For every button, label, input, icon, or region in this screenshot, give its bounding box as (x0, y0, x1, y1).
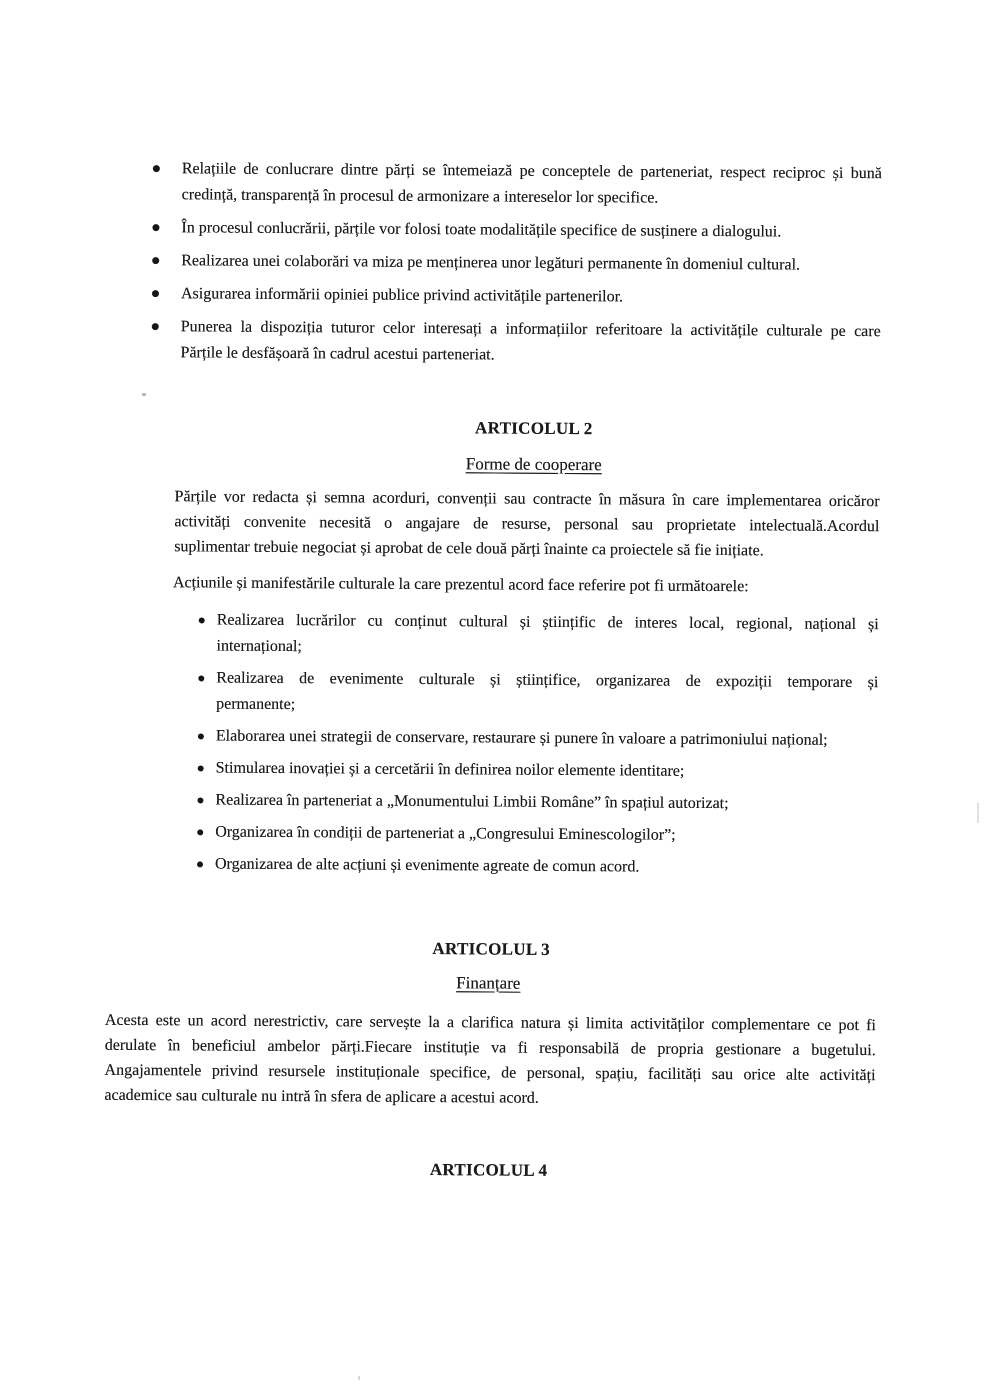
paragraph-line: academice sau culturale nu intră în sfera de aplicare a acestui acord. (104, 1086, 539, 1107)
bullet-text-line: Organizarea în condiții de parteneriat a „Congresului Eminescologilor”; (215, 823, 676, 844)
bullet-text-line: permanente; (216, 695, 296, 714)
scan-speck (358, 1376, 360, 1380)
article2-bullet-list (198, 607, 879, 888)
paragraph-line: Angajamentele privind resursele instituționale specifice, de personal, spațiu, facilități sau orice alte activități (104, 1061, 876, 1085)
bullet-dot-icon (153, 165, 160, 172)
article2-subtitle: Forme de cooperare (465, 454, 602, 475)
bullet-dot-icon (198, 675, 204, 681)
bullet-dot-icon (152, 323, 159, 330)
list-item (151, 248, 881, 279)
bullet-dot-icon (197, 861, 203, 867)
bullet-dot-icon (199, 617, 205, 623)
bullet-dot-icon (198, 733, 204, 739)
bullet-text-line: Realizarea lucrărilor cu conținut cultural și științific de interes local, regional, național și (216, 611, 879, 634)
article3-paragraph (104, 1008, 876, 1113)
bullet-dot-icon (197, 797, 203, 803)
bullet-text-line: Realizarea de evenimente culturale și științifice, organizarea de expoziții temporare și (216, 669, 879, 692)
article2-title: ARTICOLUL 2 (475, 418, 593, 439)
bullet-dot-icon (197, 829, 203, 835)
list-item (151, 281, 881, 312)
list-item (199, 723, 878, 754)
list-item (198, 851, 877, 882)
article3-title: ARTICOLUL 3 (432, 939, 550, 959)
list-item (198, 819, 877, 850)
paragraph-line: derulate în beneficiul ambelor părți.Fiecare instituție va fi responsabilă de propria gestionare a bugetului. (104, 1036, 876, 1060)
bullet-text-line: Relațiile de conlucrare dintre părți se întemeiază pe conceptele de parteneriat, respect reciproc și bună (181, 160, 882, 183)
scan-edge-mark (977, 803, 979, 823)
bullet-text-line: Punerea la dispoziția tuturor celor interesați a informațiilor referitoare la activitățile culturale pe care (180, 318, 881, 341)
paragraph-line: activități convenite necesită o angajare de resurse, personal sau proprietate intelectuală.Acordul (174, 513, 880, 536)
list-item (152, 156, 882, 213)
bullet-dot-icon (152, 224, 159, 231)
scan-speck (142, 393, 146, 396)
bullet-text-line: internațional; (216, 637, 302, 656)
bullet-text-line: Stimularea inovației și a cercetării în definirea noilor elemente identitare; (215, 759, 685, 780)
list-item (199, 665, 878, 722)
list-item (151, 215, 881, 246)
list-item (198, 787, 877, 818)
list-item (199, 607, 878, 664)
list-item (150, 314, 880, 371)
bullet-text-line: Părțile le desfășoară în cadrul acestui parteneriat. (180, 344, 495, 364)
bullet-text-line: Elaborarea unei strategii de conservare, restaurare și punere în valoare a patrimoniului național; (215, 727, 828, 749)
bullet-dot-icon (198, 765, 204, 771)
top-bullet-list (150, 156, 881, 378)
article2-intro: Acțiunile și manifestările culturale la care prezentul acord face referire pot fi următoarele: (172, 574, 749, 596)
bullet-text-line: În procesul conlucrării, părțile vor folosi toate modalitățile specifice de susținere a dialogului. (181, 219, 782, 241)
article4-title: ARTICOLUL 4 (429, 1160, 548, 1180)
bullet-text-line: Realizarea unei colaborări va miza pe menținerea unor legături permanente în domeniul cultural. (181, 252, 801, 274)
bullet-text-line: credință, transparență în procesul de armonizare a intereselor lor specifice. (181, 186, 659, 207)
bullet-text-line: Realizarea în parteneriat a „Monumentului Limbii Române” în spațiul autorizat; (215, 791, 729, 813)
bullet-text-line: Organizarea de alte acțiuni și evenimente agreate de comun acord. (214, 855, 640, 876)
bullet-dot-icon (152, 290, 159, 297)
paragraph-line: Părțile vor redacta și semna acorduri, convenții sau contracte în măsura în care implementarea oricăror (174, 488, 880, 511)
bullet-dot-icon (152, 257, 159, 264)
article2-paragraph (174, 484, 880, 564)
paragraph-line: suplimentar trebuie negociat și aprobat de cele două părți înainte ca proiectele să fie inițiate. (174, 538, 764, 560)
paragraph-line: Acesta este un acord nerestrictiv, care servește la a clarifica natura și limita activităților complementare ce pot fi (104, 1011, 876, 1035)
bullet-text-line: Asigurarea informării opiniei publice privind activitățile partenerilor. (180, 285, 624, 306)
article3-subtitle: Finanțare (456, 973, 521, 993)
list-item (199, 755, 878, 786)
